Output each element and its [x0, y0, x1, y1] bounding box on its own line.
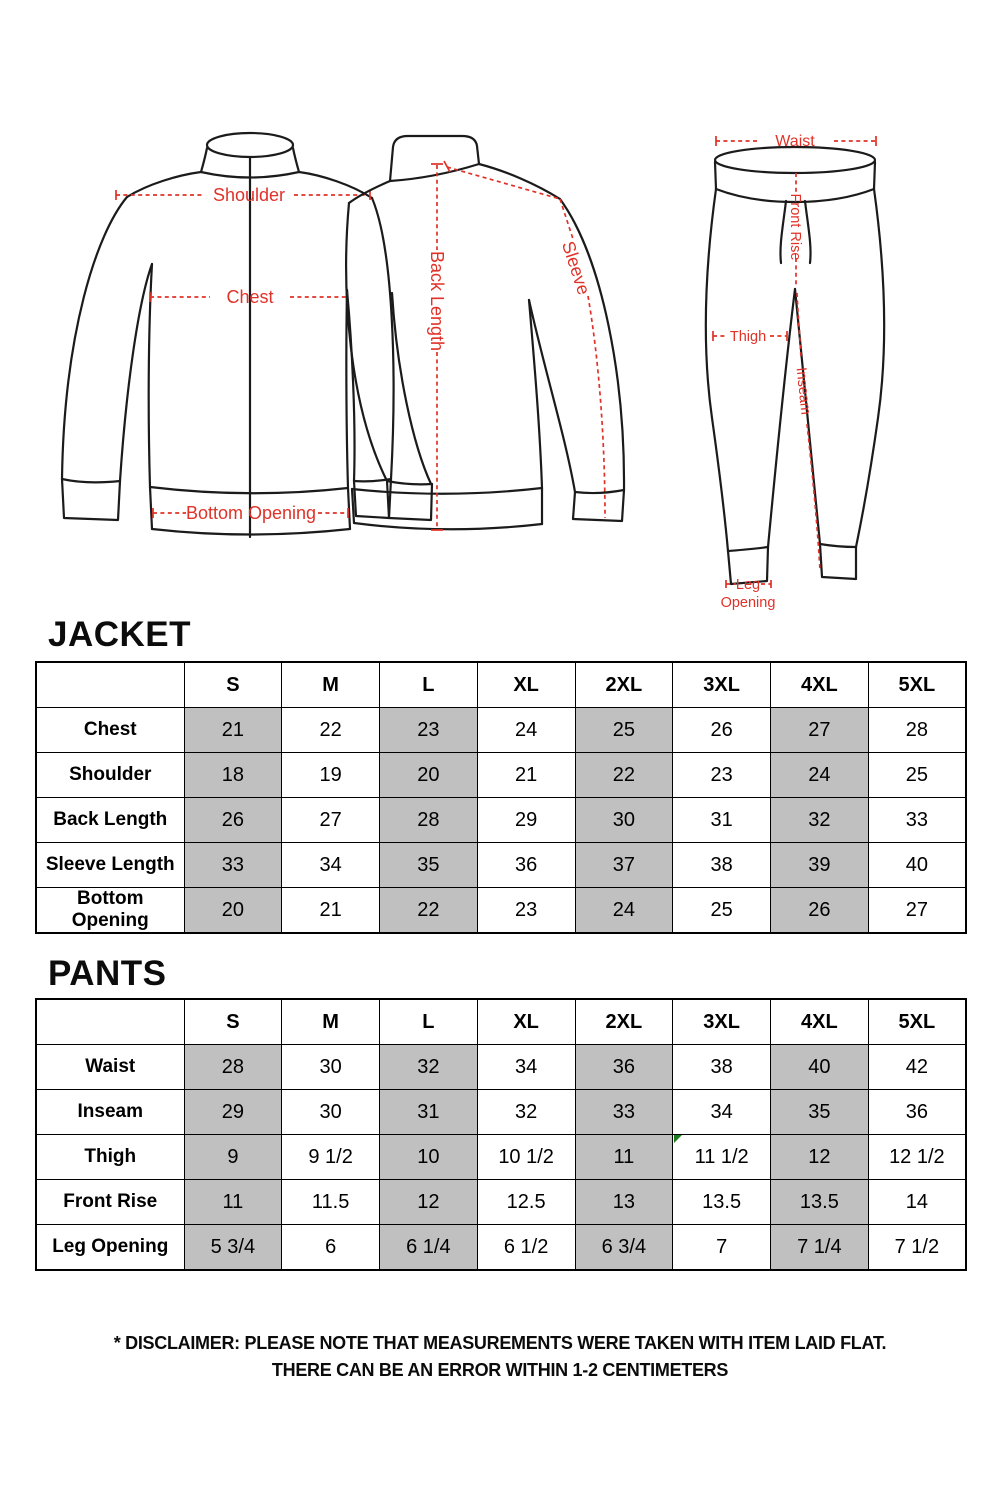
size-value-cell: 22 — [575, 753, 673, 798]
measurement-row — [36, 1225, 966, 1271]
measurement-label: Front Rise — [36, 1180, 184, 1225]
size-value-cell: 39 — [771, 843, 869, 888]
size-value-cell: 34 — [477, 1045, 575, 1090]
size-value-cell: 30 — [282, 1090, 380, 1135]
size-value-cell: 35 — [771, 1090, 869, 1135]
measurement-label: Back Length — [36, 798, 184, 843]
size-value-cell: 33 — [868, 798, 966, 843]
size-value-cell: 11 — [184, 1180, 282, 1225]
measurement-row — [36, 1135, 966, 1180]
garment-diagram-svg — [0, 0, 1000, 632]
size-value-cell: 33 — [575, 1090, 673, 1135]
size-value-cell: 36 — [868, 1090, 966, 1135]
corner-cell — [36, 999, 184, 1045]
measurement-label: Bottom Opening — [36, 888, 184, 934]
size-value-cell: 21 — [477, 753, 575, 798]
size-value-cell: 29 — [184, 1090, 282, 1135]
size-value-cell: 32 — [771, 798, 869, 843]
size-guide-diagram — [0, 0, 1000, 632]
size-value-cell: 11 1/2 — [673, 1135, 771, 1180]
size-value-cell: 37 — [575, 843, 673, 888]
size-value-cell: 30 — [282, 1045, 380, 1090]
size-value-cell: 12 1/2 — [868, 1135, 966, 1180]
label-thigh: Thigh — [729, 329, 767, 345]
size-value-cell: 6 3/4 — [575, 1225, 673, 1271]
label-shoulder: Shoulder — [212, 185, 286, 205]
size-column-header: 5XL — [868, 999, 966, 1045]
measurement-row — [36, 843, 966, 888]
size-value-cell: 34 — [282, 843, 380, 888]
disclaimer — [0, 1330, 1000, 1384]
size-value-cell: 36 — [477, 843, 575, 888]
size-value-cell: 13 — [575, 1180, 673, 1225]
size-value-cell: 24 — [477, 708, 575, 753]
measurement-label: Shoulder — [36, 753, 184, 798]
size-value-cell: 32 — [380, 1045, 478, 1090]
size-column-header: 3XL — [673, 999, 771, 1045]
size-value-cell: 28 — [868, 708, 966, 753]
size-column-header: 2XL — [575, 999, 673, 1045]
measurement-row — [36, 708, 966, 753]
size-value-cell: 28 — [184, 1045, 282, 1090]
size-value-cell: 19 — [282, 753, 380, 798]
size-value-cell: 28 — [380, 798, 478, 843]
measurement-label: Chest — [36, 708, 184, 753]
size-value-cell: 40 — [868, 843, 966, 888]
size-value-cell: 31 — [380, 1090, 478, 1135]
size-value-cell: 11.5 — [282, 1180, 380, 1225]
size-value-cell: 24 — [771, 753, 869, 798]
size-value-cell: 18 — [184, 753, 282, 798]
pants-size-table — [35, 998, 967, 1271]
size-value-cell: 30 — [575, 798, 673, 843]
size-value-cell: 9 — [184, 1135, 282, 1180]
jacket-section-title: JACKET — [48, 615, 192, 654]
size-header-row — [36, 662, 966, 708]
size-value-cell: 12 — [771, 1135, 869, 1180]
size-value-cell: 10 — [380, 1135, 478, 1180]
size-column-header: M — [282, 999, 380, 1045]
size-value-cell: 25 — [673, 888, 771, 934]
size-value-cell: 23 — [380, 708, 478, 753]
disclaimer-line-1: * DISCLAIMER: PLEASE NOTE THAT MEASUREMENTS WERE TAKEN WITH ITEM LAID FLAT. — [113, 1333, 887, 1353]
size-value-cell: 23 — [477, 888, 575, 934]
size-column-header: 4XL — [771, 999, 869, 1045]
label-waist: Waist — [775, 133, 815, 150]
measurement-row — [36, 1045, 966, 1090]
size-value-cell: 24 — [575, 888, 673, 934]
size-header-row — [36, 999, 966, 1045]
pants-section-title: PANTS — [48, 954, 167, 993]
size-value-cell: 26 — [771, 888, 869, 934]
size-value-cell: 25 — [575, 708, 673, 753]
label-back-length: Back Length — [427, 250, 447, 352]
size-value-cell: 42 — [868, 1045, 966, 1090]
size-value-cell: 29 — [477, 798, 575, 843]
size-value-cell: 25 — [868, 753, 966, 798]
size-value-cell: 36 — [575, 1045, 673, 1090]
size-value-cell: 22 — [282, 708, 380, 753]
size-value-cell: 23 — [673, 753, 771, 798]
size-value-cell: 27 — [868, 888, 966, 934]
label-front-rise: Front Rise — [787, 193, 803, 261]
size-value-cell: 6 — [282, 1225, 380, 1271]
size-value-cell: 27 — [282, 798, 380, 843]
size-column-header: 5XL — [868, 662, 966, 708]
size-value-cell: 7 1/4 — [771, 1225, 869, 1271]
size-value-cell: 10 1/2 — [477, 1135, 575, 1180]
size-value-cell: 40 — [771, 1045, 869, 1090]
size-value-cell: 13.5 — [673, 1180, 771, 1225]
size-value-cell: 22 — [380, 888, 478, 934]
size-value-cell: 21 — [184, 708, 282, 753]
corner-cell — [36, 662, 184, 708]
measurement-row — [36, 888, 966, 934]
size-column-header: XL — [477, 999, 575, 1045]
size-value-cell: 7 — [673, 1225, 771, 1271]
measurement-label: Inseam — [36, 1090, 184, 1135]
label-inseam: Inseam — [792, 366, 814, 416]
pants-drawing — [706, 133, 884, 611]
label-leg-opening-line1: Leg — [735, 577, 761, 593]
measurement-row — [36, 798, 966, 843]
size-value-cell: 20 — [380, 753, 478, 798]
size-value-cell: 26 — [673, 708, 771, 753]
size-column-header: 4XL — [771, 662, 869, 708]
size-column-header: XL — [477, 662, 575, 708]
measurement-label: Leg Opening — [36, 1225, 184, 1271]
size-value-cell: 5 3/4 — [184, 1225, 282, 1271]
size-value-cell: 38 — [673, 843, 771, 888]
measurement-label: Sleeve Length — [36, 843, 184, 888]
label-chest: Chest — [226, 287, 274, 307]
size-value-cell: 12.5 — [477, 1180, 575, 1225]
size-column-header: L — [380, 999, 478, 1045]
measurement-label: Thigh — [36, 1135, 184, 1180]
size-column-header: S — [184, 662, 282, 708]
jacket-front-drawing — [62, 133, 394, 537]
size-value-cell: 9 1/2 — [282, 1135, 380, 1180]
size-value-cell: 32 — [477, 1090, 575, 1135]
size-value-cell: 12 — [380, 1180, 478, 1225]
jacket-back-drawing — [346, 136, 624, 530]
size-value-cell: 6 1/4 — [380, 1225, 478, 1271]
jacket-size-table — [35, 661, 967, 934]
size-column-header: 3XL — [673, 662, 771, 708]
size-value-cell: 26 — [184, 798, 282, 843]
measurement-row — [36, 1090, 966, 1135]
measurement-row — [36, 753, 966, 798]
size-value-cell: 7 1/2 — [868, 1225, 966, 1271]
size-value-cell: 14 — [868, 1180, 966, 1225]
disclaimer-line-2: THERE CAN BE AN ERROR WITHIN 1-2 CENTIMETERS — [271, 1360, 729, 1380]
size-value-cell: 11 — [575, 1135, 673, 1180]
label-sleeve: Sleeve — [557, 238, 595, 298]
label-leg-opening-line2: Opening — [720, 595, 776, 611]
size-column-header: L — [380, 662, 478, 708]
size-value-cell: 38 — [673, 1045, 771, 1090]
size-column-header: S — [184, 999, 282, 1045]
size-value-cell: 27 — [771, 708, 869, 753]
size-value-cell: 21 — [282, 888, 380, 934]
label-bottom-opening: Bottom Opening — [185, 503, 317, 523]
size-column-header: 2XL — [575, 662, 673, 708]
size-value-cell: 20 — [184, 888, 282, 934]
size-value-cell: 6 1/2 — [477, 1225, 575, 1271]
measurement-label: Waist — [36, 1045, 184, 1090]
size-value-cell: 34 — [673, 1090, 771, 1135]
size-value-cell: 33 — [184, 843, 282, 888]
size-column-header: M — [282, 662, 380, 708]
measurement-row — [36, 1180, 966, 1225]
size-value-cell: 13.5 — [771, 1180, 869, 1225]
size-value-cell: 35 — [380, 843, 478, 888]
size-value-cell: 31 — [673, 798, 771, 843]
